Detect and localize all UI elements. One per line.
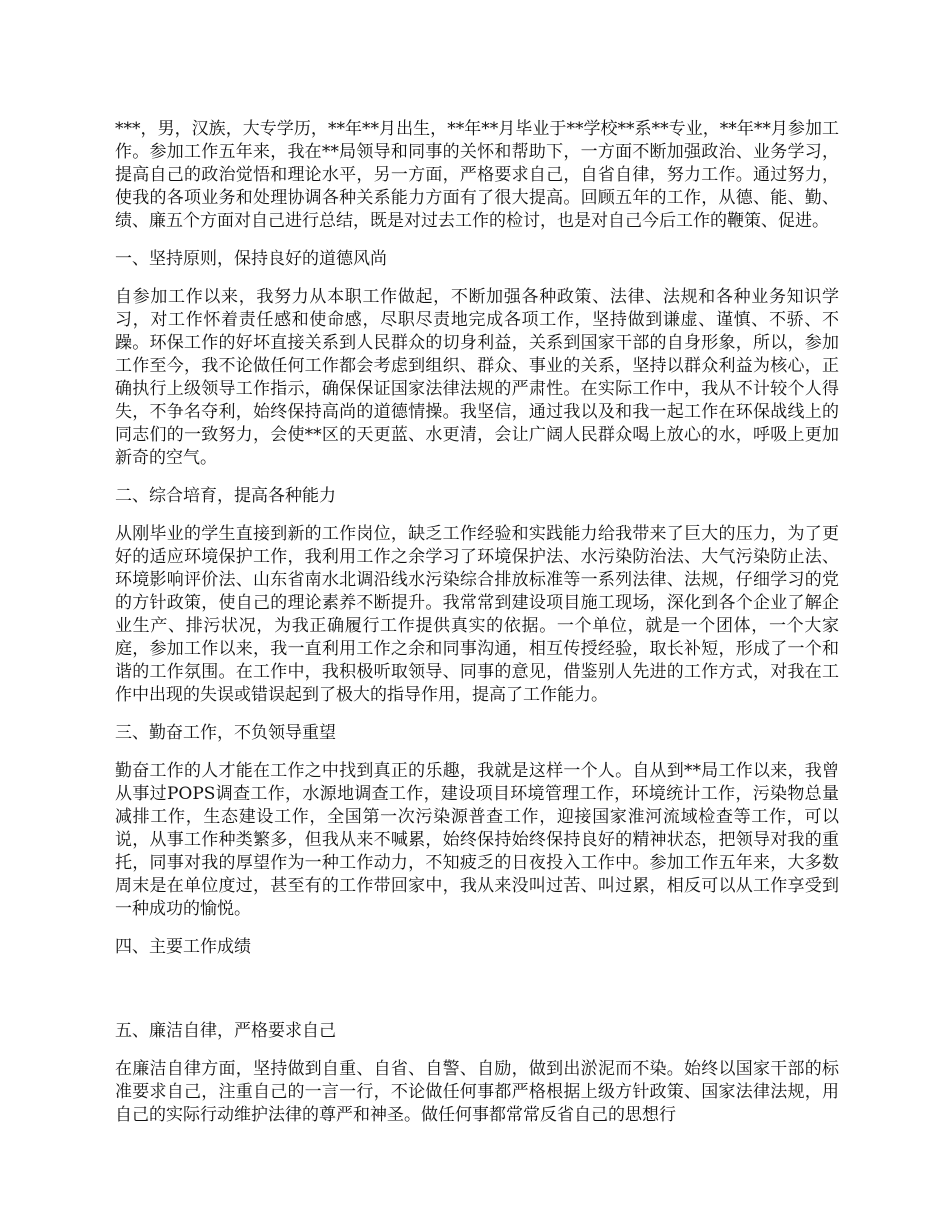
intro-paragraph: ***，男，汉族，大专学历，**年**月出生，**年**月毕业于**学校**系**专业，**年**月参加工作。参加工作五年来，我在**局领导和同事的关怀和帮助下，一方面不断加强政治、业务学习，提高自己的政治觉悟和理论水平，另一方面，严格要求自己，自省自律，努力工作。通过努力，使我的各项业务和处理协调各种关系能力方面有了很大提高。回顾五年的工作，从德、能、勤、绩、廉五个方面对自己进行总结，既是对过去工作的检讨，也是对自己今后工作的鞭策、促进。: [115, 119, 839, 231]
section-heading-1: 一、坚持原则，保持良好的道德风尚: [115, 249, 387, 269]
document-page: [115, 118, 839, 1142]
section-body-2: 从刚毕业的学生直接到新的工作岗位，缺乏工作经验和实践能力给我带来了巨大的压力，为了更好的适应环境保护工作，我利用工作之余学习了环境保护法、水污染防治法、大气污染防止法、环境影响评价法、山东省南水北调沿线水污染综合排放标准等一系列法律、法规，仔细学习的党的方针政策，使自己的理论素养不断提升。我常常到建设项目施工现场，深化到各个企业了解企业生产、排污状况，为我正确履行工作提供真实的依据。一个单位，就是一个团体，一个大家庭，参加工作以来，我一直利用工作之余和同事沟通，相互传授经验，取长补短，形成了一个和谐的工作氛围。在工作中，我积极听取领导、同事的意见，借鉴别人先进的工作方式，对我在工作中出现的失误或错误起到了极大的指导作用，提高了工作能力。: [115, 524, 839, 705]
section-heading-4: 四、主要工作成绩: [115, 937, 251, 957]
section-body-1: 自参加工作以来，我努力从本职工作做起，不断加强各种政策、法律、法规和各种业务知识学习，对工作怀着责任感和使命感，尽职尽责地完成各项工作，坚持做到谦虚、谨慎、不骄、不躁。环保工作的好坏直接关系到人民群众的切身利益，关系到国家干部的自身形象，所以，参加工作至今，我不论做任何工作都会考虑到组织、群众、事业的关系，坚持以群众利益为核心，正确执行上级领导工作指示，确保保证国家法律法规的严肃性。在实际工作中，我从不计较个人得失，不争名夺利，始终保持高尚的道德情操。我坚信，通过我以及和我一起工作在环保战线上的同志们的一致努力，会使**区的天更蓝、水更清，会让广阔人民群众喝上放心的水，呼吸上更加新奇的空气。: [115, 287, 839, 468]
section-heading-3: 三、勤奋工作，不负领导重望: [115, 723, 336, 743]
section-body-3: 勤奋工作的人才能在工作之中找到真正的乐趣，我就是这样一个人。自从到**局工作以来，我曾从事过POPS调查工作，水源地调查工作，建设项目环境管理工作，环境统计工作，污染物总量减排工作，生态建设工作，全国第一次污染源普查工作，迎接国家淮河流域检查等工作，可以说，从事工作种类繁多，但我从来不喊累，始终保持始终保持良好的精神状态，把领导对我的重托，同事对我的厚望作为一种工作动力，不知疲乏的日夜投入工作中。参加工作五年来，大多数周末是在单位度过，甚至有的工作带回家中，我从来没叫过苦、叫过累，相反可以从工作享受到一种成功的愉悦。: [115, 761, 839, 919]
section-heading-2: 二、综合培育，提高各种能力: [115, 486, 336, 506]
section-body-5: 在廉洁自律方面，坚持做到自重、自省、自警、自励，做到出淤泥而不染。始终以国家干部的标准要求自己，注重自己的一言一行，不论做任何事都严格根据上级方针政策、国家法律法规，用自己的实际行动维护法律的尊严和神圣。做任何事都常常反省自己的思想行: [115, 1059, 839, 1125]
section-heading-5: 五、廉洁自律，严格要求自己: [115, 1021, 336, 1041]
empty-section-space: [115, 974, 839, 1020]
